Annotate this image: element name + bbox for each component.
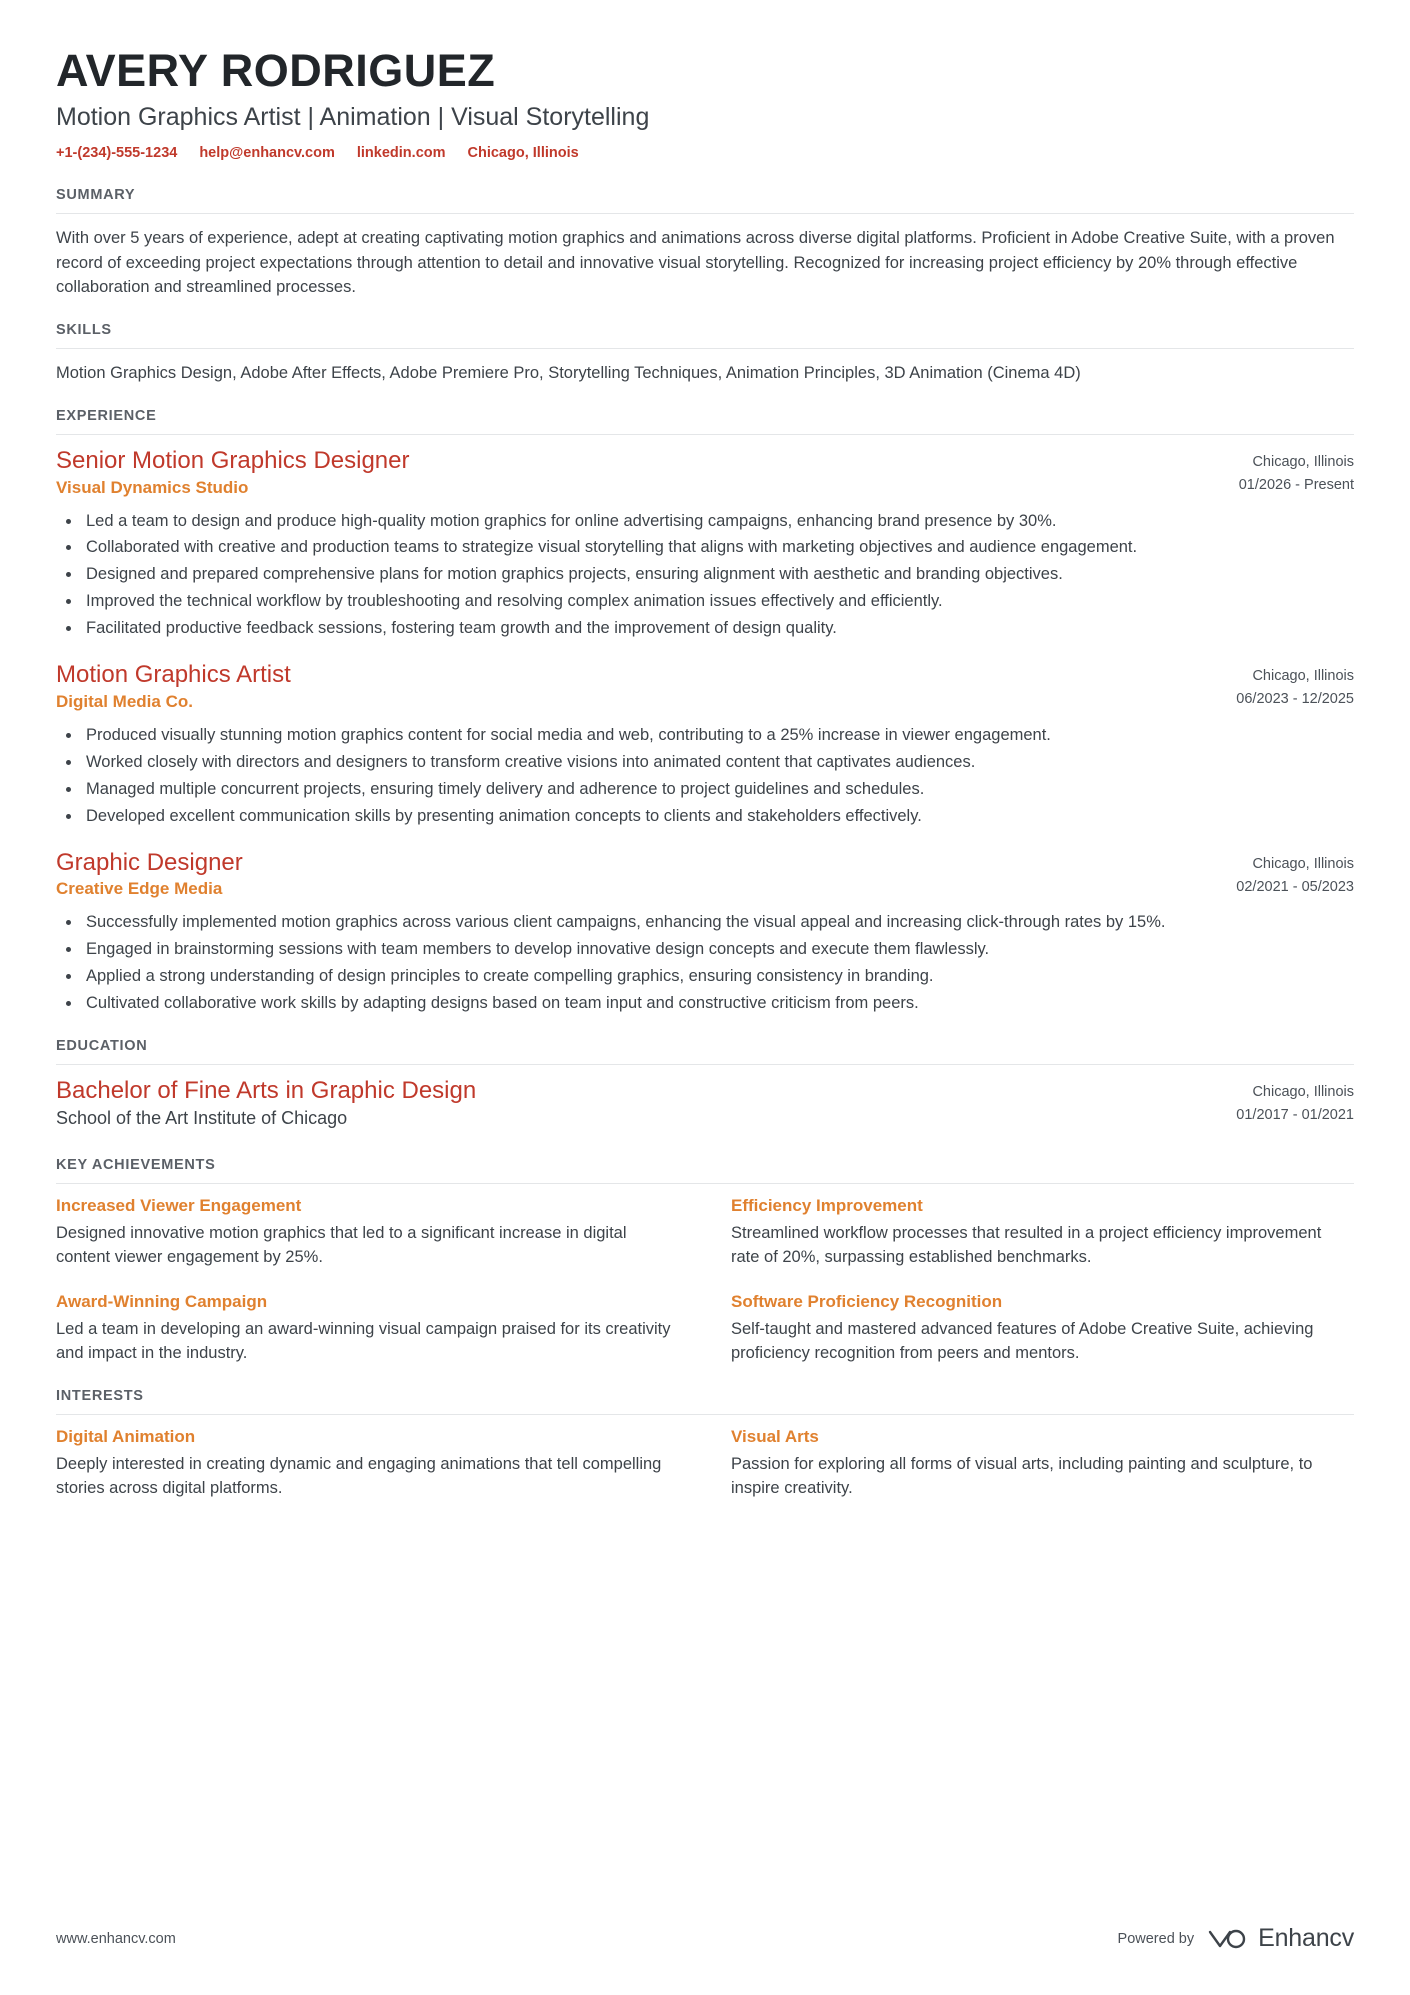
key-achievements-grid (56, 1196, 1354, 1366)
achievement-text: Streamlined workflow processes that resulted in a project efficiency improvement rate of 20%, surpassing established benchmarks. (731, 1223, 1322, 1266)
list-item: • Collaborated with creative and production teams to strategize visual storytelling that aligns with marketing objectives and audience engagement. (82, 536, 1354, 560)
job-dates: 02/2021 - 05/2023 (1236, 878, 1354, 895)
section-title-interests: INTERESTS (56, 1387, 144, 1404)
list-item: • Successfully implemented motion graphics across various client campaigns, enhancing the visual appeal and increasing click-through rates by 15%. (82, 911, 1354, 935)
page-title: AVERY RODRIGUEZ (56, 45, 496, 96)
education-dates: 01/2017 - 01/2021 (1236, 1107, 1354, 1124)
achievement-text: Designed innovative motion graphics that led to a significant increase in digital content viewer engagement by 25%. (56, 1223, 627, 1266)
achievement-title: Award-Winning Campaign (56, 1291, 268, 1311)
divider (56, 1183, 1354, 1184)
interest-text: Passion for exploring all forms of visual arts, including painting and sculpture, to inspire creativity. (731, 1454, 1313, 1497)
company-name: Digital Media Co. (56, 691, 193, 711)
divider (56, 348, 1354, 349)
achievement-text: Led a team in developing an award-winning visual campaign praised for its creativity and impact in the industry. (56, 1319, 671, 1362)
experience-entry (56, 849, 1354, 1016)
interest-item (56, 1427, 679, 1501)
achievement-title: Software Proficiency Recognition (731, 1291, 1003, 1311)
job-location: Chicago, Illinois (1252, 668, 1354, 685)
skills-text: Motion Graphics Design, Adobe After Effects, Adobe Premiere Pro, Storytelling Techniques, Animation Principles, 3D Animation (Cinema 4D) (56, 364, 1081, 382)
section-education (56, 1038, 1354, 1135)
section-interests (56, 1388, 1354, 1501)
section-experience (56, 408, 1354, 1016)
education-location: Chicago, Illinois (1252, 1084, 1354, 1101)
job-bullets (56, 724, 1354, 829)
divider (56, 434, 1354, 435)
job-title: Motion Graphics Artist (56, 661, 291, 689)
section-summary (56, 187, 1354, 300)
list-item: • Managed multiple concurrent projects, ensuring timely delivery and adherence to project guidelines and schedules. (82, 778, 1354, 802)
list-item: • Improved the technical workflow by troubleshooting and resolving complex animation issues effectively and efficiently. (82, 590, 1354, 614)
list-item: • Produced visually stunning motion graphics content for social media and web, contributing to a 25% increase in viewer engagement. (82, 724, 1354, 748)
section-title-summary: SUMMARY (56, 186, 136, 203)
resume-header (56, 46, 1354, 161)
divider (56, 213, 1354, 214)
enhancv-logo (1206, 1924, 1354, 1953)
section-skills (56, 322, 1354, 386)
section-key-achievements (56, 1157, 1354, 1366)
list-item: • Engaged in brainstorming sessions with team members to develop innovative design concepts and execute them flawlessly. (82, 938, 1354, 962)
company-name: Creative Edge Media (56, 879, 223, 899)
list-item: • Facilitated productive feedback sessions, fostering team growth and the improvement of design quality. (82, 617, 1354, 641)
section-title-experience: EXPERIENCE (56, 407, 157, 424)
professional-headline: Motion Graphics Artist | Animation | Visual Storytelling (56, 102, 650, 131)
contact-phone: +1-(234)-555-1234 (56, 144, 178, 161)
section-title-skills: SKILLS (56, 322, 112, 338)
list-item: • Developed excellent communication skills by presenting animation concepts to clients and stakeholders effectively. (82, 805, 1354, 829)
summary-text: With over 5 years of experience, adept at creating captivating motion graphics and animations across diverse digital platforms. Proficient in Adobe Creative Suite, with a proven record of exceeding project expectations through attention to detail and innovative visual storytelling. Recognized for increasing project efficiency by 20% through effective collaboration and streamlined processes. (56, 228, 1335, 297)
contact-linkedin[interactable]: linkedin.com (356, 144, 446, 161)
enhancv-wordmark: Enhancv (1258, 1924, 1354, 1952)
job-bullets (56, 911, 1354, 1016)
school-name: School of the Art Institute of Chicago (56, 1107, 348, 1128)
job-location: Chicago, Illinois (1252, 855, 1354, 872)
contact-email[interactable]: help@enhancv.com (199, 144, 335, 161)
achievement-title: Efficiency Improvement (731, 1195, 923, 1215)
interests-grid (56, 1427, 1354, 1501)
contact-location: Chicago, Illinois (467, 144, 579, 161)
achievement-text: Self-taught and mastered advanced features of Adobe Creative Suite, achieving proficiency recognition from peers and mentors. (731, 1319, 1314, 1362)
education-entry (56, 1077, 1354, 1135)
achievement-item (56, 1292, 679, 1366)
section-title-education: EDUCATION (56, 1038, 148, 1055)
job-bullets (56, 510, 1354, 642)
interest-item (731, 1427, 1354, 1501)
job-dates: 01/2026 - Present (1238, 476, 1354, 493)
job-dates: 06/2023 - 12/2025 (1236, 691, 1354, 708)
section-title-key-achievements: KEY ACHIEVEMENTS (56, 1156, 216, 1173)
divider (56, 1064, 1354, 1065)
job-location: Chicago, Illinois (1252, 453, 1354, 470)
footer-website[interactable]: www.enhancv.com (56, 1930, 176, 1947)
contact-row (56, 145, 1354, 161)
enhancv-mark-icon (1206, 1926, 1250, 1952)
list-item: • Cultivated collaborative work skills by adapting designs based on team input and constructive criticism from peers. (82, 992, 1354, 1016)
experience-entry (56, 447, 1354, 641)
achievement-title: Increased Viewer Engagement (56, 1195, 302, 1215)
divider (56, 1414, 1354, 1415)
list-item: • Led a team to design and produce high-quality motion graphics for online advertising campaigns, enhancing brand presence by 30%. (82, 510, 1354, 534)
interest-text: Deeply interested in creating dynamic and engaging animations that tell compelling stories across digital platforms. (56, 1454, 662, 1497)
interest-title: Digital Animation (56, 1426, 196, 1446)
list-item: • Designed and prepared comprehensive plans for motion graphics projects, ensuring alignment with aesthetic and branding objectives. (82, 563, 1354, 587)
job-title: Senior Motion Graphics Designer (56, 446, 410, 474)
company-name: Visual Dynamics Studio (56, 477, 249, 497)
job-title: Graphic Designer (56, 848, 243, 876)
list-item: • Applied a strong understanding of design principles to create compelling graphics, ensuring consistency in branding. (82, 965, 1354, 989)
page-footer (56, 1924, 1354, 1953)
achievement-item (56, 1196, 679, 1270)
experience-entry (56, 661, 1354, 828)
list-item: • Worked closely with directors and designers to transform creative visions into animated content that captivates audiences. (82, 751, 1354, 775)
interest-title: Visual Arts (731, 1426, 819, 1446)
footer-brand-area (1118, 1924, 1354, 1953)
achievement-item (731, 1196, 1354, 1270)
powered-by-label: Powered by (1117, 1930, 1195, 1947)
achievement-item (731, 1292, 1354, 1366)
degree-title: Bachelor of Fine Arts in Graphic Design (56, 1077, 477, 1105)
